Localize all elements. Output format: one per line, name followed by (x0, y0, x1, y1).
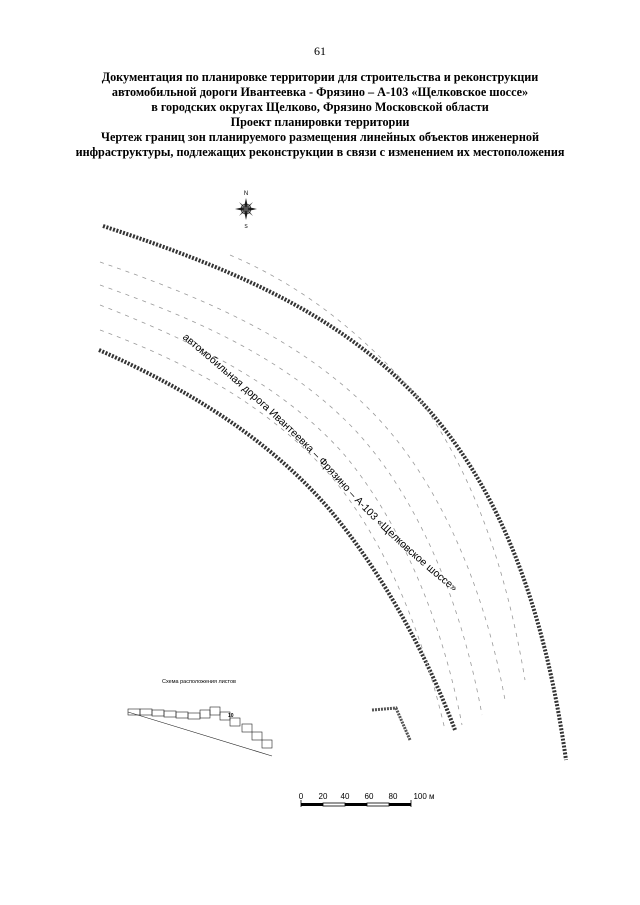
road-label: автомобильная дорога Ивантеевка – Фрязино – А-103 «Щелковское шоссе» (180, 331, 460, 595)
key-map (128, 679, 272, 756)
hatched-object (372, 708, 410, 740)
compass-rose (235, 191, 257, 230)
title-line: Чертеж границ зон планируемого размещения линейных объектов инженерной (101, 130, 539, 144)
key-map-sheet-number: 10 (228, 713, 234, 719)
scale-bar (299, 792, 435, 807)
key-map-title: Схема расположения листов (162, 679, 236, 685)
title-line: автомобильной дороги Ивантеевка - Фрязино – А-103 «Щелковское шоссе» (111, 85, 529, 99)
page-number: 61 (314, 44, 326, 58)
title-line: инфраструктуры, подлежащих реконструкции в связи с изменением их местоположения (75, 145, 565, 159)
scale-tick-80: 80 (388, 792, 398, 801)
compass-south-label: S (244, 224, 248, 230)
scale-tick-0: 0 (298, 792, 304, 801)
scale-tick-60: 60 (364, 792, 374, 801)
scale-tick-40: 40 (340, 792, 350, 801)
title-line: Документация по планировке территории для строительства и реконструкции (101, 70, 539, 84)
compass-north-label: N (243, 191, 249, 197)
road-edges (100, 255, 525, 730)
scale-tick-20: 20 (318, 792, 328, 801)
title-line: Проект планировки территории (230, 115, 410, 129)
scale-tick-100: 100 м (413, 792, 435, 801)
title-line: в городских округах Щелково, Фрязино Московской области (151, 100, 489, 114)
